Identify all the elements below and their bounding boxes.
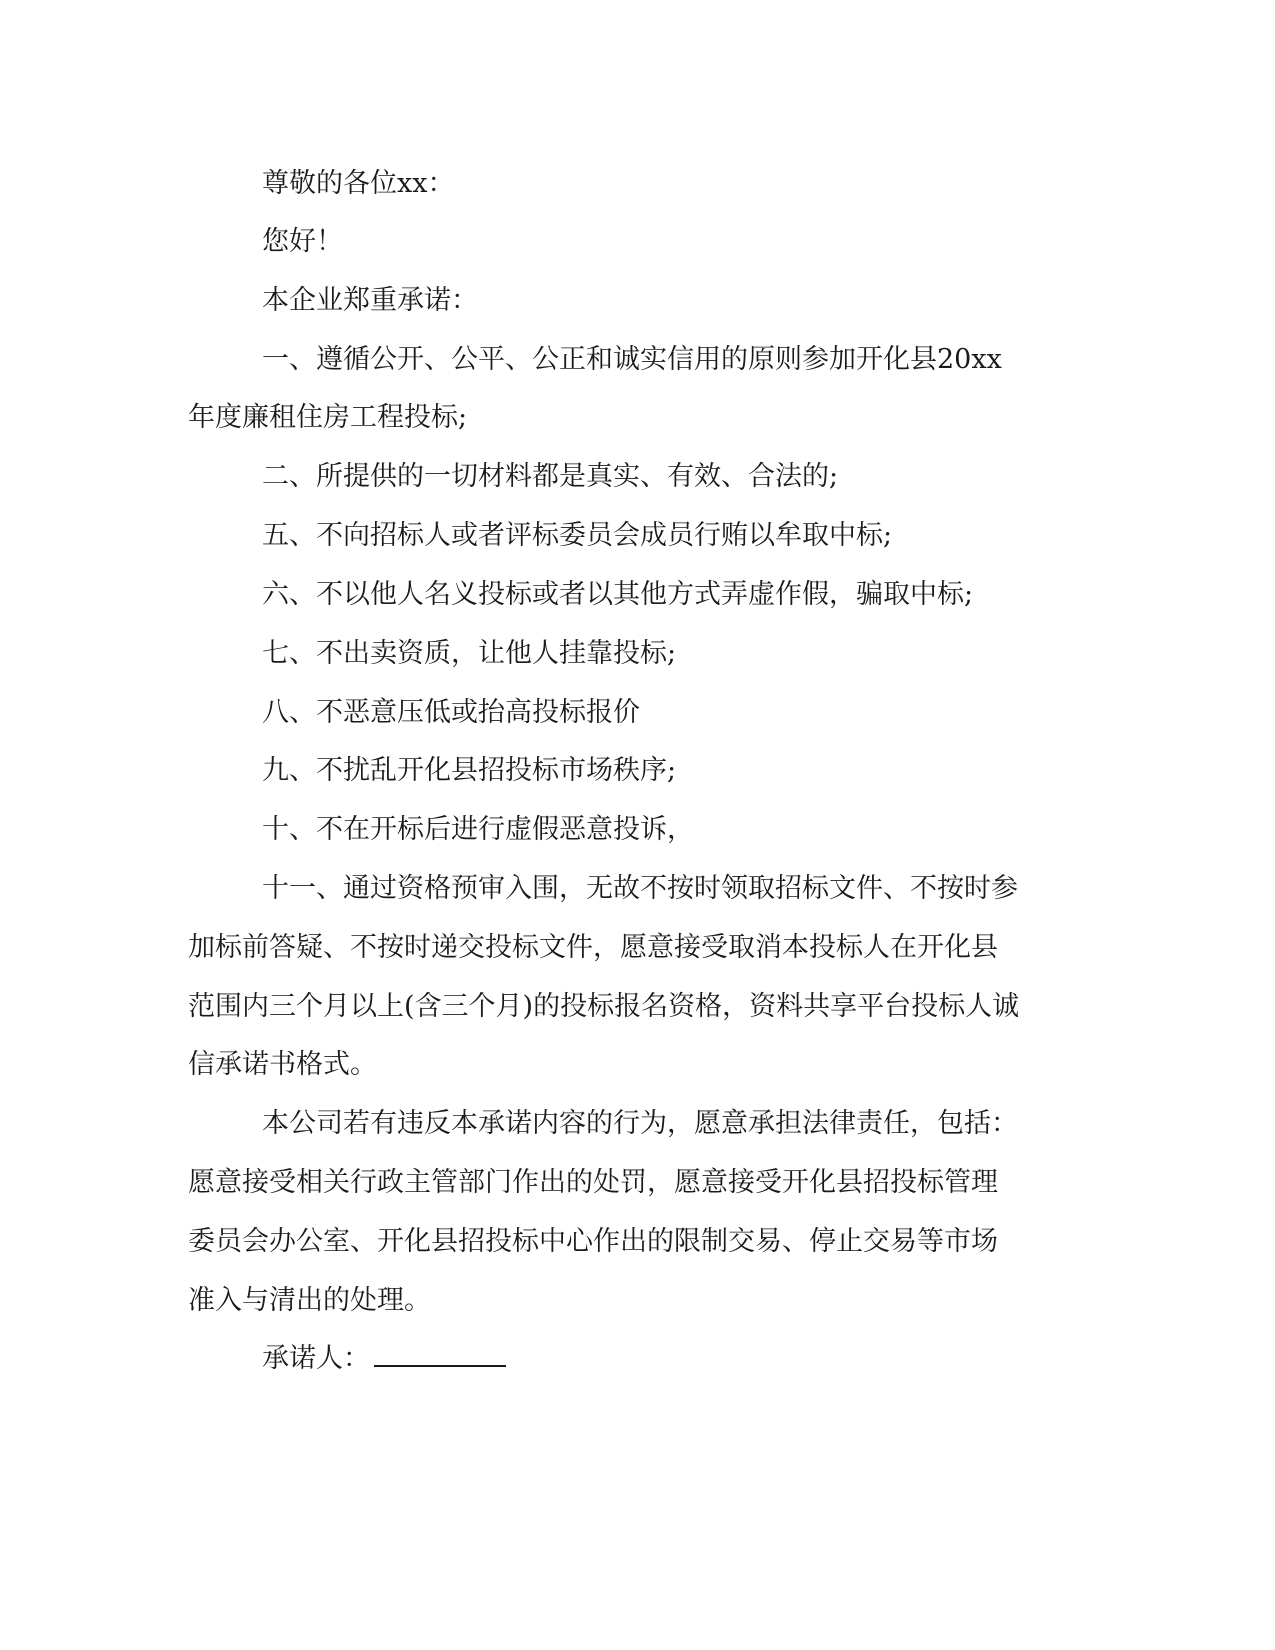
signature-blank xyxy=(374,1365,506,1367)
item-11-line-2: 加标前答疑、不按时递交投标文件，愿意接受取消本投标人在开化县 xyxy=(188,932,998,963)
item-9: 九、不扰乱开化县招投标市场秩序; xyxy=(262,755,677,786)
item-10: 十、不在开标后进行虚假恶意投诉， xyxy=(262,814,694,845)
item-5: 五、不向招标人或者评标委员会成员行贿以牟取中标; xyxy=(262,520,893,551)
item-1-line-1: 一、遵循公开、公平、公正和诚实信用的原则参加开化县20xx xyxy=(262,344,1002,375)
signatory-label: 承诺人： xyxy=(262,1343,370,1374)
liability-line-1: 本公司若有违反本承诺内容的行为，愿意承担法律责任，包括： xyxy=(262,1108,1018,1139)
item-11-line-1: 十一、通过资格预审入围，无故不按时领取招标文件、不按时参 xyxy=(262,873,1018,904)
item-2: 二、所提供的一切材料都是真实、有效、合法的; xyxy=(262,461,839,492)
item-11-line-4: 信承诺书格式。 xyxy=(188,1049,377,1080)
liability-line-3: 委员会办公室、开化县招投标中心作出的限制交易、停止交易等市场 xyxy=(188,1226,998,1257)
greeting: 您好！ xyxy=(262,226,343,257)
item-7: 七、不出卖资质，让他人挂靠投标; xyxy=(262,638,677,669)
item-11-line-3: 范围内三个月以上(含三个月)的投标报名资格，资料共享平台投标人诚 xyxy=(188,991,1020,1022)
salutation: 尊敬的各位xx： xyxy=(262,168,455,199)
liability-line-4: 准入与清出的处理。 xyxy=(188,1285,431,1316)
liability-line-2: 愿意接受相关行政主管部门作出的处罚，愿意接受开化县招投标管理 xyxy=(188,1167,998,1198)
item-6: 六、不以他人名义投标或者以其他方式弄虚作假，骗取中标; xyxy=(262,579,974,610)
item-1-line-2: 年度廉租住房工程投标; xyxy=(188,402,468,433)
item-8: 八、不恶意压低或抬高投标报价 xyxy=(262,697,640,728)
intro-line: 本企业郑重承诺： xyxy=(262,285,478,316)
signatory-line xyxy=(262,1339,506,1379)
